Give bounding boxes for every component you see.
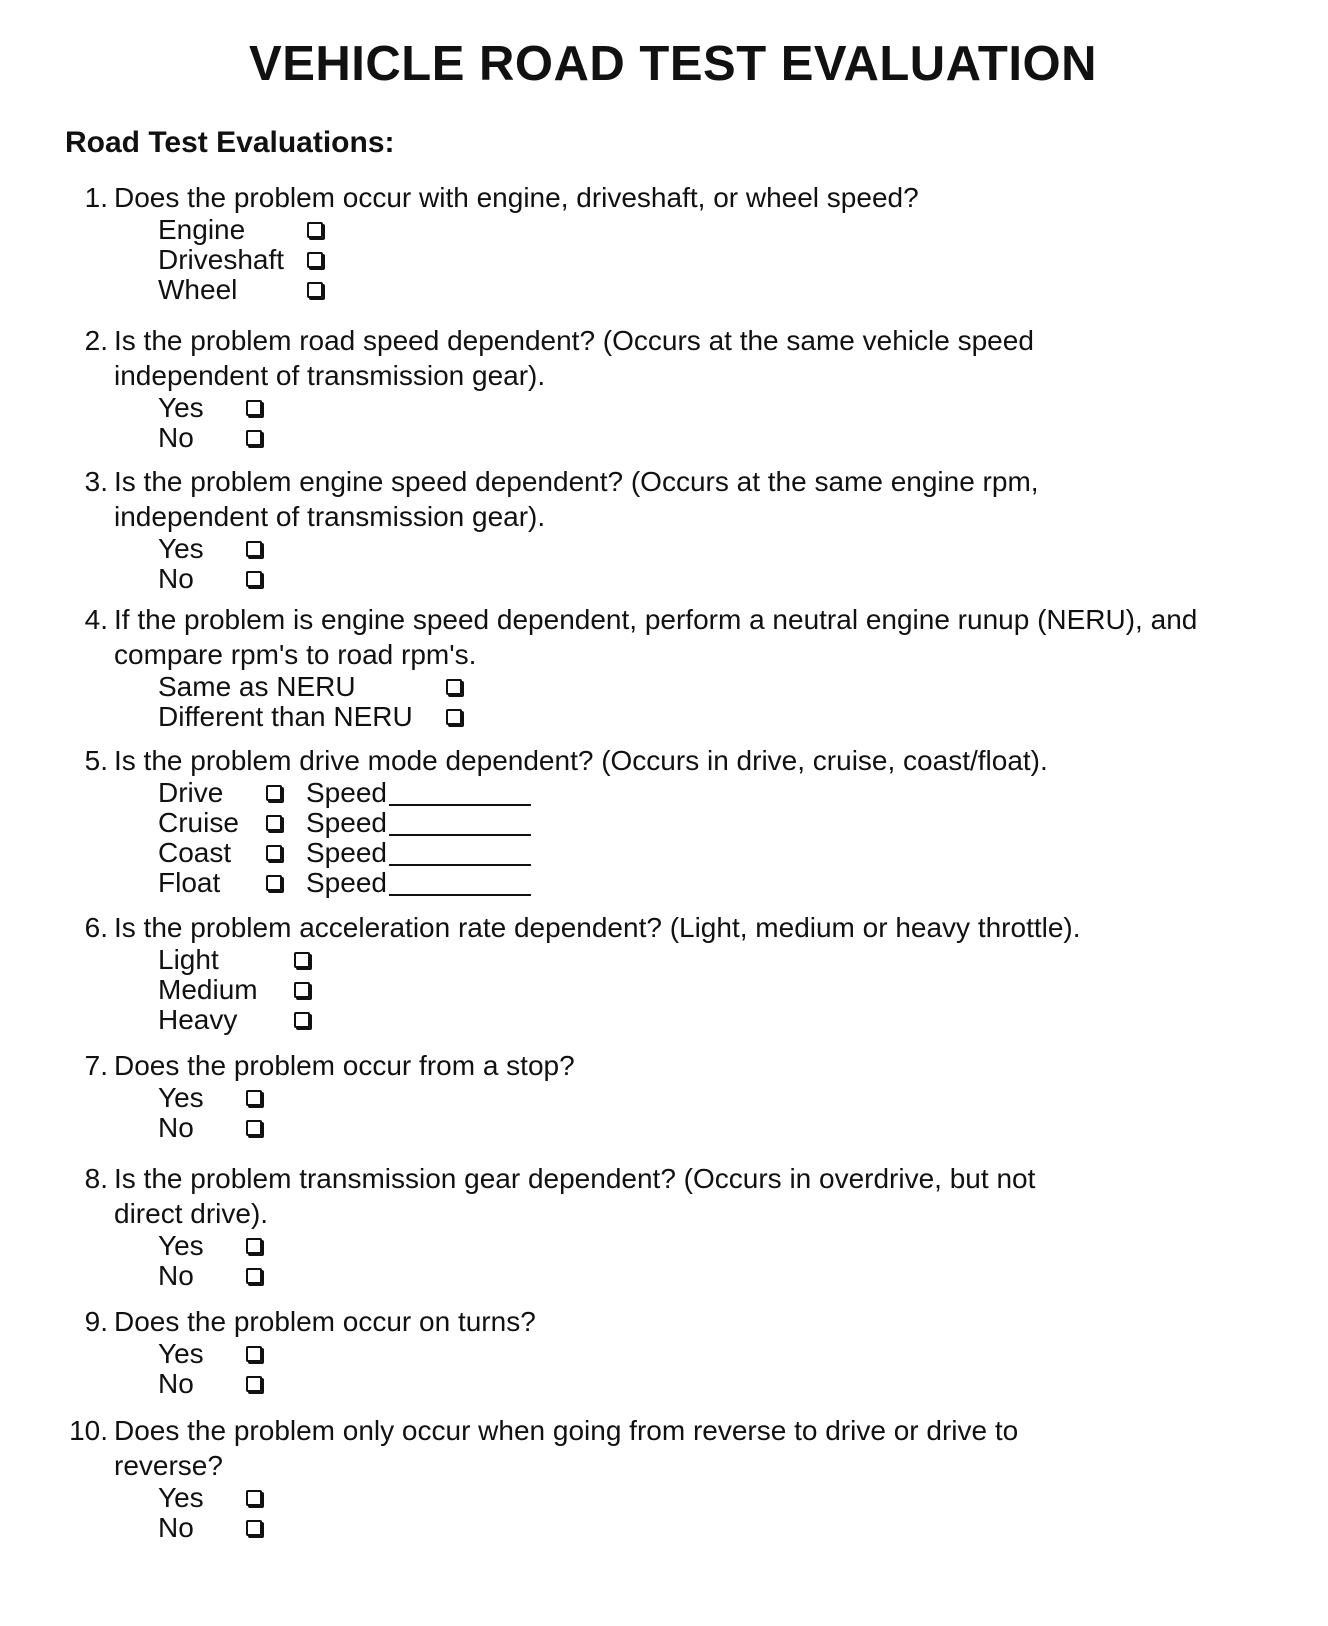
checkbox[interactable] (246, 400, 262, 416)
checkbox[interactable] (246, 1376, 262, 1392)
option-label: Different than NERU (158, 701, 413, 732)
question-3 (60, 464, 1300, 594)
option-label: Cruise (158, 807, 239, 838)
question-text: Is the problem drive mode dependent? (Occurs in drive, cruise, coast/float). (114, 745, 1048, 776)
question-number: 4. (84, 604, 108, 635)
question-10 (48, 1413, 1288, 1543)
question-number: 2. (84, 325, 108, 356)
option-label: No (158, 563, 194, 594)
speed-input-line[interactable] (389, 780, 531, 806)
option-label: Drive (158, 777, 224, 808)
option-row (158, 1005, 1300, 1035)
option-label: No (158, 422, 194, 453)
checkbox[interactable] (446, 679, 462, 695)
section-heading: Road Test Evaluations: (65, 126, 395, 159)
checkbox[interactable] (246, 430, 262, 446)
checkbox[interactable] (307, 282, 323, 298)
question-number: 9. (84, 1306, 108, 1337)
checkbox[interactable] (294, 952, 310, 968)
question-text: Is the problem road speed dependent? (Occurs at the same vehicle speed independent of transmission gear). (114, 325, 1034, 391)
option-row (158, 1231, 1300, 1261)
question-1 (60, 180, 1300, 305)
options-group (158, 1083, 1300, 1143)
question-text: Does the problem only occur when going from reverse to drive or drive to reverse? (114, 1415, 1019, 1481)
option-label: Light (158, 944, 219, 975)
question-text: Is the problem engine speed dependent? (Occurs at the same engine rpm, independent of transmission gear). (114, 466, 1039, 532)
question-text: Does the problem occur on turns? (114, 1306, 536, 1337)
option-label: Yes (158, 1082, 204, 1113)
option-label: No (158, 1260, 194, 1291)
question-number: 1. (84, 182, 108, 213)
option-row (158, 808, 1300, 838)
option-row (158, 672, 1300, 702)
option-label: No (158, 1368, 194, 1399)
checkbox[interactable] (246, 1120, 262, 1136)
checkbox[interactable] (246, 1268, 262, 1284)
question-number: 5. (84, 745, 108, 776)
option-label: No (158, 1112, 194, 1143)
option-row (158, 838, 1300, 868)
question-4 (60, 602, 1300, 732)
options-group (158, 945, 1300, 1035)
question-number: 6. (84, 912, 108, 943)
option-label: Float (158, 867, 221, 898)
question-text: Is the problem acceleration rate dependent? (Light, medium or heavy throttle). (114, 912, 1081, 943)
option-row (158, 1083, 1300, 1113)
option-label: Yes (158, 533, 204, 564)
speed-input-line[interactable] (389, 810, 531, 836)
options-group (158, 1231, 1300, 1291)
option-label: Same as NERU (158, 671, 356, 702)
option-label: Wheel (158, 274, 238, 305)
options-group (158, 778, 1300, 898)
option-row (158, 778, 1300, 808)
question-9 (60, 1304, 1300, 1399)
checkbox[interactable] (307, 222, 323, 238)
option-row (158, 534, 1300, 564)
option-row (158, 975, 1300, 1005)
option-label: Engine (158, 214, 246, 245)
question-text: Does the problem occur with engine, driveshaft, or wheel speed? (114, 182, 919, 213)
page-title: VEHICLE ROAD TEST EVALUATION (249, 37, 1097, 91)
checkbox[interactable] (266, 785, 282, 801)
option-row (158, 1483, 1288, 1513)
option-row (158, 1369, 1300, 1399)
speed-label: Speed (306, 837, 387, 868)
option-row (158, 1113, 1300, 1143)
speed-input-line[interactable] (389, 840, 531, 866)
speed-label: Speed (306, 777, 387, 808)
question-8 (60, 1161, 1300, 1291)
options-group (158, 672, 1300, 732)
option-row (158, 564, 1300, 594)
checkbox[interactable] (246, 541, 262, 557)
option-row (158, 393, 1300, 423)
option-label: Coast (158, 837, 232, 868)
question-number: 8. (84, 1163, 108, 1194)
option-row (158, 423, 1300, 453)
option-label: Yes (158, 1230, 204, 1261)
options-group (158, 215, 1300, 305)
option-label: Yes (158, 1338, 204, 1369)
option-row (158, 702, 1300, 732)
option-row (158, 275, 1300, 305)
checkbox[interactable] (246, 1346, 262, 1362)
checkbox[interactable] (246, 1090, 262, 1106)
question-number: 3. (84, 466, 108, 497)
question-text: Is the problem transmission gear dependent? (Occurs in overdrive, but not direct drive). (114, 1163, 1036, 1229)
option-row (158, 1339, 1300, 1369)
question-7 (60, 1048, 1300, 1143)
checkbox[interactable] (266, 815, 282, 831)
question-text: Does the problem occur from a stop? (114, 1050, 575, 1081)
checkbox[interactable] (246, 1238, 262, 1254)
option-row (158, 245, 1300, 275)
checkbox[interactable] (307, 252, 323, 268)
checkbox[interactable] (246, 1490, 262, 1506)
checkbox[interactable] (246, 1520, 262, 1536)
speed-label: Speed (306, 867, 387, 898)
option-row (158, 1261, 1300, 1291)
options-group (158, 1339, 1300, 1399)
option-label: Yes (158, 392, 204, 423)
question-6 (60, 910, 1300, 1035)
checkbox[interactable] (266, 875, 282, 891)
options-group (158, 1483, 1288, 1543)
option-row (158, 1513, 1288, 1543)
option-row (158, 945, 1300, 975)
options-group (158, 534, 1300, 594)
option-label: Yes (158, 1482, 204, 1513)
option-label: Driveshaft (158, 244, 285, 275)
option-row (158, 868, 1300, 898)
checkbox[interactable] (246, 571, 262, 587)
option-row (158, 215, 1300, 245)
question-text: If the problem is engine speed dependent, perform a neutral engine runup (NERU), and compare rpm's to road rpm's. (114, 604, 1198, 670)
speed-input-line[interactable] (389, 870, 531, 896)
option-label: Medium (158, 974, 258, 1005)
option-label: Heavy (158, 1004, 238, 1035)
question-2 (60, 323, 1300, 453)
question-5 (60, 743, 1300, 898)
checkbox[interactable] (294, 1012, 310, 1028)
speed-label: Speed (306, 807, 387, 838)
checkbox[interactable] (446, 709, 462, 725)
option-label: No (158, 1512, 194, 1543)
options-group (158, 393, 1300, 453)
question-number: 10. (69, 1415, 108, 1446)
checkbox[interactable] (266, 845, 282, 861)
checkbox[interactable] (294, 982, 310, 998)
question-number: 7. (84, 1050, 108, 1081)
